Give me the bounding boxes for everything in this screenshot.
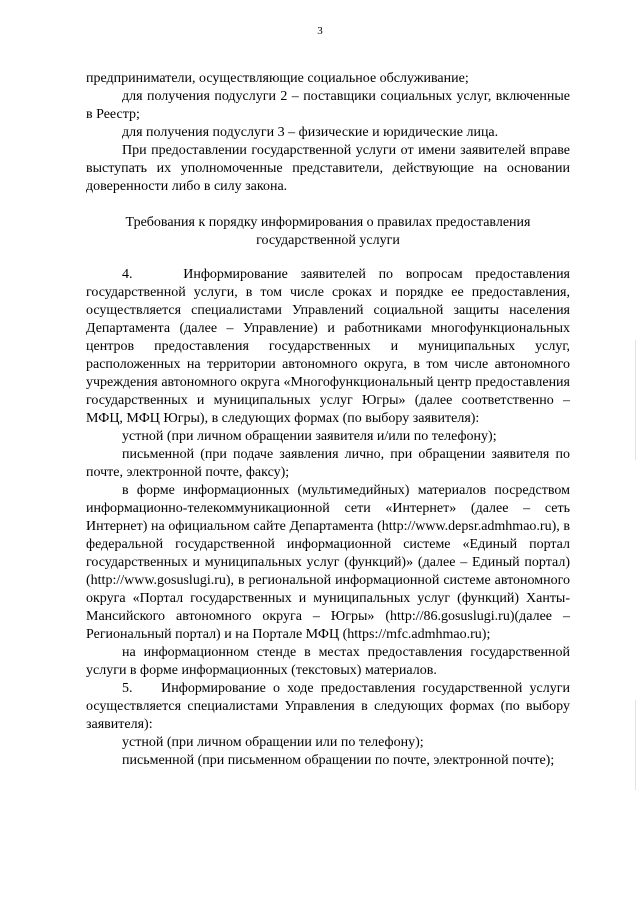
paragraph-item-5: 5. Информирование о ходе предоставления государственной услуги осуществляется специалистами Управления в следующих формах (по выбору заявителя):: [86, 681, 570, 732]
paragraph-item-4: 4. Информирование заявителей по вопросам предоставления государственной услуги, в том числе сроках и порядке ее предоставления, осуществляется специалистами Управлений социальной защиты населения Департамента (далее – Управление) и работниками многофункциональных центров предоставления государственных и муниципальных услуг, расположенных на территории автономного округа, в том числе автономного учреждения автономного округа «Многофункциональный центр предоставления государственных и муниципальных услуг Югры» (далее соответственно – МФЦ, МФЦ Югры), в следующих формах (по выбору заявителя):: [86, 267, 570, 426]
scan-edge-mark: [635, 340, 636, 460]
section-heading-line-1: Требования к порядку информирования о правилах предоставления: [125, 215, 531, 230]
paragraph-info-stand: на информационном стенде в местах предоставления государственной услуги в форме информационных (текстовых) материалов.: [86, 645, 570, 678]
paragraph-written-form-2: письменной (при письменном обращении по почте, электронной почте);: [122, 753, 555, 768]
paragraph-subservice-2: для получения подуслуги 2 – поставщики социальных услуг, включенные в Реестр;: [86, 89, 570, 122]
scan-edge-mark: [635, 700, 636, 790]
page-body: [86, 70, 570, 770]
section-heading-line-2: государственной услуги: [256, 233, 400, 248]
paragraph-representatives: При предоставлении государственной услуги от имени заявителей вправе выступать их уполномоченные представители, действующие на основании доверенности либо в силу закона.: [86, 143, 570, 194]
section-heading: [86, 214, 570, 250]
paragraph-written-form: письменной (при подаче заявления лично, при обращении заявителя по почте, электронной почте, факсу);: [86, 447, 570, 480]
paragraph-multimedia-form: в форме информационных (мультимедийных) материалов посредством информационно-телекоммуникационной сети «Интернет» (далее – сеть Интернет) на официальном сайте Департамента (http://www.depsr.admhmao.ru), в федеральной государственной информационной системе «Единый портал государственных и муниципальных услуг (функций)» (далее – Единый портал) (http://www.gosuslugi.ru), в региональной информационной системе автономного округа «Портал государственных и муниципальных услуг (функций) Ханты-Мансийского автономного округа – Югры» (http://86.gosuslugi.ru)(далее – Региональный портал) и на Портале МФЦ (https://mfc.admhmao.ru);: [86, 483, 570, 642]
paragraph-continuation: предприниматели, осуществляющие социальное обслуживание;: [86, 71, 469, 86]
paragraph-subservice-3: для получения подуслуги 3 – физические и юридические лица.: [122, 125, 499, 140]
page-number: 3: [317, 25, 323, 37]
paragraph-oral-form: устной (при личном обращении заявителя и/или по телефону);: [122, 429, 497, 444]
paragraph-oral-form-2: устной (при личном обращении или по телефону);: [122, 735, 424, 750]
